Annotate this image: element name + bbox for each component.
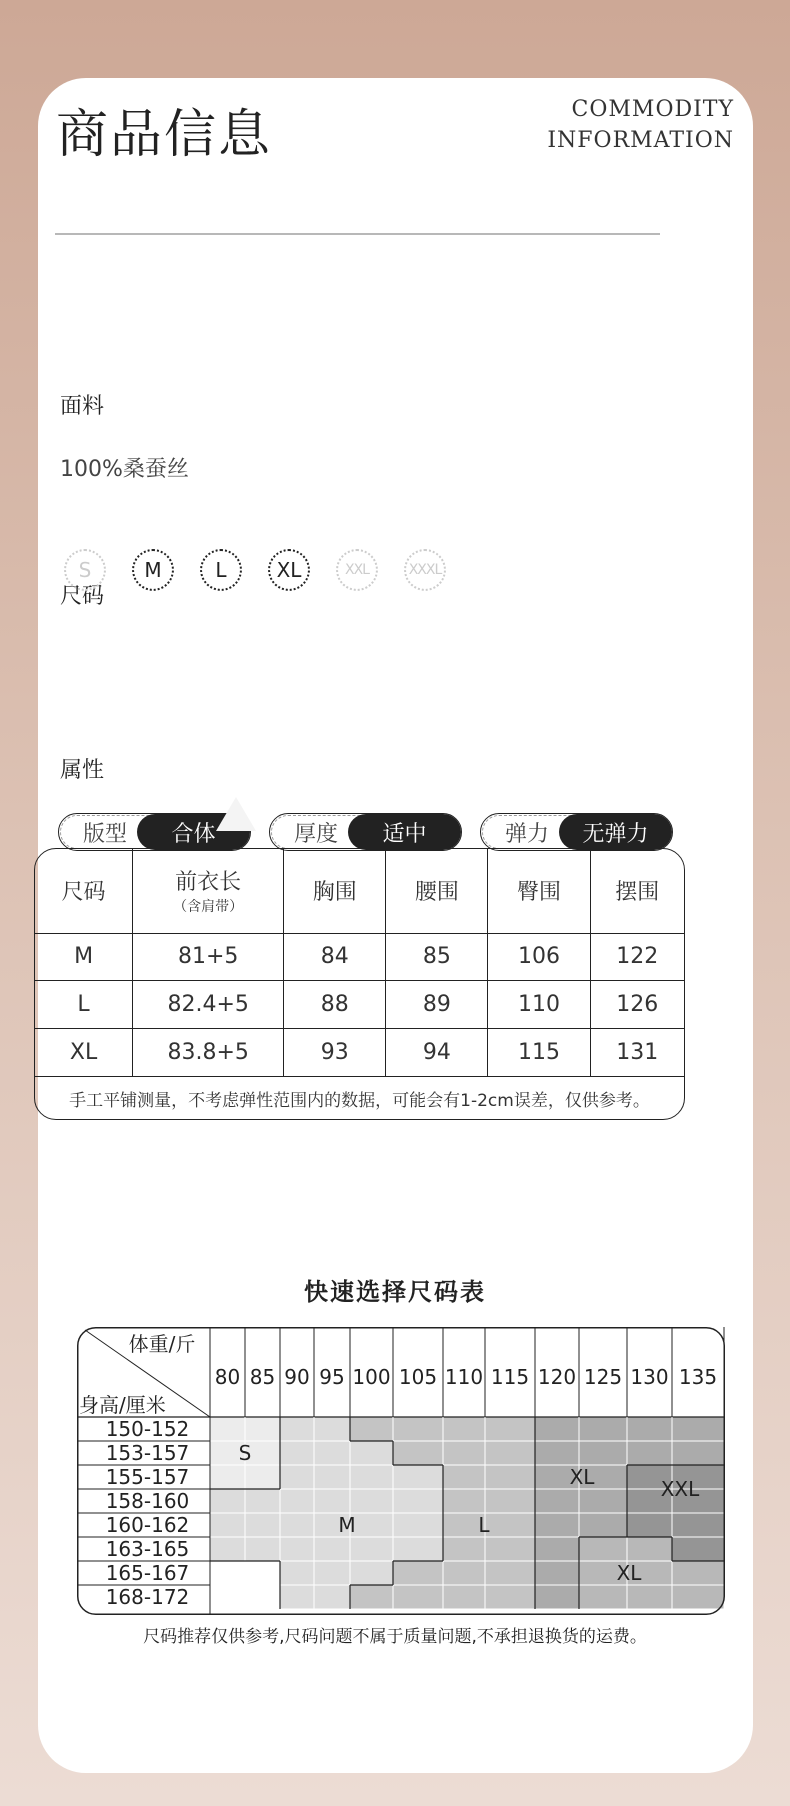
grid-cell — [535, 1585, 579, 1609]
title-en-line1: COMMODITY — [571, 97, 734, 122]
grid-cell — [672, 1417, 724, 1441]
grid-cell — [245, 1585, 280, 1609]
grid-cell — [672, 1585, 724, 1609]
size-option-xxl: XXL — [336, 549, 378, 591]
header-text: 前衣长 — [175, 870, 242, 896]
height-tick: 165-167 — [105, 1561, 190, 1585]
weight-tick: 130 — [630, 1365, 669, 1389]
weight-tick: 80 — [214, 1365, 241, 1389]
header-text: 臀围 — [516, 880, 561, 906]
grid-cell — [314, 1537, 350, 1561]
attributes-label: 属性 — [60, 758, 105, 783]
weight-tick: 90 — [284, 1365, 310, 1389]
size-option-m: M — [132, 549, 174, 591]
grid-cell — [245, 1537, 280, 1561]
grid-cell — [579, 1513, 627, 1537]
quick-size-note: 尺码推荐仅供参考,尺码问题不属于质量问题,不承担退换货的运费。 — [143, 1627, 647, 1647]
height-tick: 150-152 — [105, 1417, 190, 1441]
grid-cell — [314, 1441, 350, 1465]
grid-cell — [672, 1561, 724, 1585]
quick-size-chart — [77, 1327, 725, 1615]
grid-cell — [579, 1537, 627, 1561]
height-tick: 163-165 — [105, 1537, 190, 1561]
size-region-label: S — [238, 1441, 252, 1465]
size-option-s: S — [64, 549, 106, 591]
table-cell: 93 — [284, 1028, 386, 1076]
grid-cell — [245, 1561, 280, 1585]
page-title: 商品信息 — [56, 105, 273, 165]
grid-cell — [393, 1561, 443, 1585]
size-region-label: XL — [569, 1465, 595, 1489]
grid-cell — [443, 1465, 485, 1489]
header-text: 腰围 — [414, 880, 459, 906]
grid-cell — [280, 1561, 314, 1585]
table-row — [35, 1028, 684, 1076]
grid-cell — [350, 1465, 393, 1489]
table-cell: M — [35, 933, 133, 980]
table-cell: 89 — [386, 980, 488, 1028]
weight-tick: 110 — [444, 1365, 484, 1389]
grid-cell — [535, 1537, 579, 1561]
grid-cell — [535, 1561, 579, 1585]
grid-cell — [485, 1513, 535, 1537]
header-subtext: （含肩带） — [173, 899, 244, 916]
grid-cell — [210, 1585, 245, 1609]
table-cell: 94 — [386, 1028, 488, 1076]
table-header-cell — [35, 849, 133, 933]
height-tick: 155-157 — [105, 1465, 190, 1489]
table-cell: 88 — [284, 980, 386, 1028]
weight-axis-label: 体重/斤 — [128, 1332, 196, 1356]
attribute-pills — [58, 813, 673, 851]
size-option-xxxl: XXXL — [404, 549, 446, 591]
table-header-cell — [133, 849, 284, 933]
grid-cell — [245, 1417, 280, 1441]
table-cell: 83.8+5 — [133, 1028, 284, 1076]
grid-cell — [280, 1417, 314, 1441]
grid-cell — [485, 1585, 535, 1609]
quick-size-title: 快速选择尺码表 — [304, 1278, 486, 1306]
table-cell: 85 — [386, 933, 488, 980]
grid-cell — [393, 1465, 443, 1489]
table-header-cell — [488, 849, 590, 933]
weight-tick: 115 — [490, 1365, 530, 1389]
grid-cell — [350, 1489, 393, 1513]
attribute-pill — [269, 813, 462, 851]
grid-cell — [535, 1417, 579, 1441]
grid-cell — [443, 1417, 485, 1441]
weight-tick: 95 — [319, 1365, 345, 1389]
weight-tick: 105 — [398, 1365, 438, 1389]
grid-cell — [627, 1537, 672, 1561]
grid-cell — [579, 1489, 627, 1513]
grid-cell — [350, 1441, 393, 1465]
table-cell: 131 — [590, 1028, 684, 1076]
grid-cell — [393, 1585, 443, 1609]
table-cell: L — [35, 980, 133, 1028]
grid-cell — [210, 1489, 245, 1513]
grid-cell — [485, 1441, 535, 1465]
grid-cell — [579, 1417, 627, 1441]
height-axis-label: 身高/厘米 — [79, 1393, 166, 1417]
table-row — [35, 980, 684, 1028]
table-cell: 84 — [284, 933, 386, 980]
grid-cell — [314, 1417, 350, 1441]
grid-cell — [350, 1417, 393, 1441]
grid-cell — [443, 1561, 485, 1585]
weight-tick: 100 — [352, 1365, 391, 1389]
size-option-l: L — [200, 549, 242, 591]
grid-cell — [314, 1465, 350, 1489]
grid-cell — [314, 1489, 350, 1513]
grid-cell — [210, 1465, 245, 1489]
table-header-cell — [386, 849, 488, 933]
grid-cell — [672, 1513, 724, 1537]
attribute-value: 合体 — [137, 814, 250, 850]
height-tick: 153-157 — [105, 1441, 190, 1465]
grid-cell — [350, 1513, 393, 1537]
size-region-label: XL — [616, 1561, 642, 1585]
grid-cell — [485, 1561, 535, 1585]
table-header-cell — [284, 849, 386, 933]
grid-cell — [210, 1417, 245, 1441]
size-label: 尺码 — [60, 584, 105, 609]
grid-cell — [627, 1441, 672, 1465]
page-title-en — [547, 94, 734, 156]
table-header-row — [35, 849, 684, 933]
grid-cell — [280, 1465, 314, 1489]
grid-cell — [535, 1441, 579, 1465]
table-cell: XL — [35, 1028, 133, 1076]
grid-cell — [393, 1441, 443, 1465]
grid-cell — [280, 1489, 314, 1513]
fabric-label: 面料 — [60, 394, 105, 419]
grid-cell — [443, 1489, 485, 1513]
grid-cell — [393, 1489, 443, 1513]
grid-cell — [672, 1537, 724, 1561]
measurement-note: 手工平铺测量，不考虑弹性范围内的数据，可能会有1-2cm误差，仅供参考。 — [69, 1091, 650, 1111]
attribute-key: 版型 — [60, 815, 150, 849]
table-cell: 122 — [590, 933, 684, 980]
grid-cell — [280, 1537, 314, 1561]
grid-cell — [210, 1561, 245, 1585]
attribute-key: 弹力 — [482, 815, 572, 849]
grid-cell — [280, 1441, 314, 1465]
grid-cell — [443, 1537, 485, 1561]
table-cell: 115 — [488, 1028, 590, 1076]
grid-cell — [314, 1585, 350, 1609]
grid-cell — [535, 1513, 579, 1537]
grid-cell — [210, 1537, 245, 1561]
grid-cell — [535, 1489, 579, 1513]
title-en-line2: INFORMATION — [547, 128, 734, 153]
height-tick: 168-172 — [105, 1585, 190, 1609]
table-cell: 82.4+5 — [133, 980, 284, 1028]
table-cell: 81+5 — [133, 933, 284, 980]
grid-cell — [314, 1561, 350, 1585]
grid-cell — [245, 1465, 280, 1489]
grid-cell — [210, 1513, 245, 1537]
grid-cell — [393, 1513, 443, 1537]
grid-cell — [280, 1513, 314, 1537]
grid-cell — [485, 1537, 535, 1561]
grid-cell — [627, 1417, 672, 1441]
table-cell: 110 — [488, 980, 590, 1028]
grid-cell — [393, 1417, 443, 1441]
size-region-label: XXL — [660, 1477, 700, 1501]
attribute-value: 无弹力 — [559, 814, 672, 850]
size-region-label: M — [338, 1513, 356, 1537]
grid-cell — [485, 1465, 535, 1489]
decorative-triangle — [216, 797, 256, 831]
height-tick: 160-162 — [105, 1513, 190, 1537]
attribute-value: 适中 — [348, 814, 461, 850]
grid-cell — [350, 1561, 393, 1585]
grid-cell — [443, 1585, 485, 1609]
attribute-pill — [480, 813, 673, 851]
header-text: 摆围 — [615, 880, 660, 906]
table-header-cell — [590, 849, 684, 933]
size-option-xl: XL — [268, 549, 310, 591]
grid-cell — [280, 1585, 314, 1609]
grid-cell — [627, 1585, 672, 1609]
grid-cell — [245, 1513, 280, 1537]
table-cell: 106 — [488, 933, 590, 980]
header-text: 尺码 — [61, 880, 106, 906]
grid-cell — [393, 1537, 443, 1561]
grid-cell — [350, 1537, 393, 1561]
grid-cell — [245, 1489, 280, 1513]
grid-cell — [579, 1441, 627, 1465]
weight-tick: 135 — [678, 1365, 718, 1389]
grid-cell — [627, 1513, 672, 1537]
attribute-key: 厚度 — [271, 815, 361, 849]
title-divider — [55, 233, 660, 235]
grid-cell — [485, 1417, 535, 1441]
grid-cell — [672, 1441, 724, 1465]
grid-cell — [350, 1585, 393, 1609]
size-options — [64, 549, 446, 591]
grid-cell — [579, 1585, 627, 1609]
grid-cell — [443, 1441, 485, 1465]
grid-cell — [485, 1489, 535, 1513]
height-tick: 158-160 — [105, 1489, 190, 1513]
weight-tick: 85 — [249, 1365, 276, 1389]
measurement-table — [34, 848, 685, 1120]
fabric-value: 100%桑蚕丝 — [60, 457, 189, 482]
size-region-label: L — [478, 1513, 490, 1537]
table-cell: 126 — [590, 980, 684, 1028]
weight-tick: 120 — [537, 1365, 577, 1389]
weight-tick: 125 — [583, 1365, 623, 1389]
header-text: 胸围 — [312, 880, 357, 906]
table-row — [35, 933, 684, 980]
